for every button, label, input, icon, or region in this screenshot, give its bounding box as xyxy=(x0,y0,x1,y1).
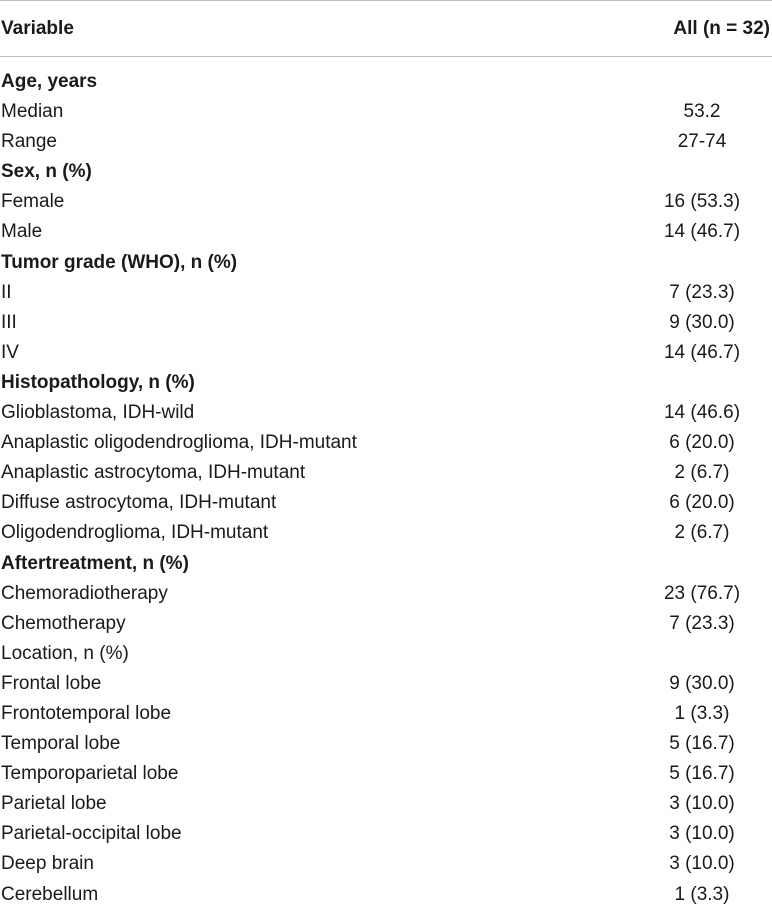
row-value: 23 (76.7) xyxy=(663,582,741,604)
section-label: Sex, n (%) xyxy=(1,161,92,183)
section-label: Aftertreatment, n (%) xyxy=(1,552,189,574)
table-row xyxy=(0,850,772,880)
row-label: Median xyxy=(1,101,64,123)
row-label: Frontal lobe xyxy=(1,672,102,694)
row-value: 3 (10.0) xyxy=(669,853,735,875)
row-value: 7 (23.3) xyxy=(669,281,735,303)
table-row xyxy=(0,128,772,158)
table-row xyxy=(0,700,772,730)
table-section-row xyxy=(0,550,772,580)
table-body xyxy=(0,68,772,911)
table-row xyxy=(0,339,772,369)
table-section-row xyxy=(0,68,772,98)
table-row xyxy=(0,98,772,128)
row-value: 14 (46.6) xyxy=(663,402,741,424)
table-row xyxy=(0,580,772,610)
section-label: Tumor grade (WHO), n (%) xyxy=(1,251,238,273)
row-value: 1 (3.3) xyxy=(674,702,730,724)
header-all: All (n = 32) xyxy=(673,18,770,39)
row-label: Diffuse astrocytoma, IDH-mutant xyxy=(1,492,277,514)
row-value: 9 (30.0) xyxy=(669,672,735,694)
table-row xyxy=(0,790,772,820)
row-value: 6 (20.0) xyxy=(669,432,735,454)
row-label: IV xyxy=(1,341,19,363)
table-row xyxy=(0,399,772,429)
row-label: Female xyxy=(1,191,65,213)
row-value: 1 (3.3) xyxy=(674,883,730,905)
row-value: 7 (23.3) xyxy=(669,612,735,634)
table-row xyxy=(0,820,772,850)
row-label: Temporoparietal lobe xyxy=(1,763,179,785)
table-row xyxy=(0,760,772,790)
table-row xyxy=(0,459,772,489)
row-value: 3 (10.0) xyxy=(669,823,735,845)
table-section-row xyxy=(0,369,772,399)
table-header-rule xyxy=(0,56,772,57)
table-row xyxy=(0,279,772,309)
section-label: Age, years xyxy=(1,71,98,92)
row-label: Chemoradiotherapy xyxy=(1,582,168,604)
row-label: Location, n (%) xyxy=(1,642,129,664)
row-label: Oligodendroglioma, IDH-mutant xyxy=(1,522,269,544)
row-label: Cerebellum xyxy=(1,883,99,905)
row-value: 6 (20.0) xyxy=(669,492,735,514)
row-label: Anaplastic oligodendroglioma, IDH-mutant xyxy=(1,432,357,454)
row-label: Chemotherapy xyxy=(1,612,126,634)
row-value: 2 (6.7) xyxy=(674,462,730,484)
table-row xyxy=(0,188,772,218)
row-value: 16 (53.3) xyxy=(663,191,741,213)
table-section-row xyxy=(0,249,772,279)
table-row xyxy=(0,610,772,640)
table-row xyxy=(0,670,772,700)
row-label: Temporal lobe xyxy=(1,733,121,755)
row-value: 5 (16.7) xyxy=(669,733,735,755)
table-row xyxy=(0,489,772,519)
row-label: Male xyxy=(1,221,43,243)
row-value: 27-74 xyxy=(677,131,727,153)
header-variable: Variable xyxy=(1,18,74,39)
row-label: Anaplastic astrocytoma, IDH-mutant xyxy=(1,462,306,484)
table-header xyxy=(0,1,772,56)
table-row xyxy=(0,218,772,248)
row-value: 53.2 xyxy=(683,101,721,123)
table-section-row xyxy=(0,158,772,188)
row-value: 5 (16.7) xyxy=(669,763,735,785)
row-value: 9 (30.0) xyxy=(669,311,735,333)
table-row xyxy=(0,429,772,459)
row-label: Deep brain xyxy=(1,853,94,875)
table-row xyxy=(0,730,772,760)
table-row xyxy=(0,519,772,549)
row-value: 14 (46.7) xyxy=(663,221,741,243)
table-row xyxy=(0,309,772,339)
section-label: Histopathology, n (%) xyxy=(1,371,195,393)
row-label: Parietal-occipital lobe xyxy=(1,823,182,845)
row-label: Range xyxy=(1,131,57,153)
table-row xyxy=(0,640,772,670)
table-row xyxy=(0,881,772,911)
row-value: 3 (10.0) xyxy=(669,793,735,815)
row-label: II xyxy=(1,281,12,303)
row-value: 14 (46.7) xyxy=(663,341,741,363)
row-label: Frontotemporal lobe xyxy=(1,702,172,724)
row-label: Parietal lobe xyxy=(1,793,107,815)
row-label: III xyxy=(1,311,17,333)
row-label: Glioblastoma, IDH-wild xyxy=(1,402,195,424)
row-value: 2 (6.7) xyxy=(674,522,730,544)
